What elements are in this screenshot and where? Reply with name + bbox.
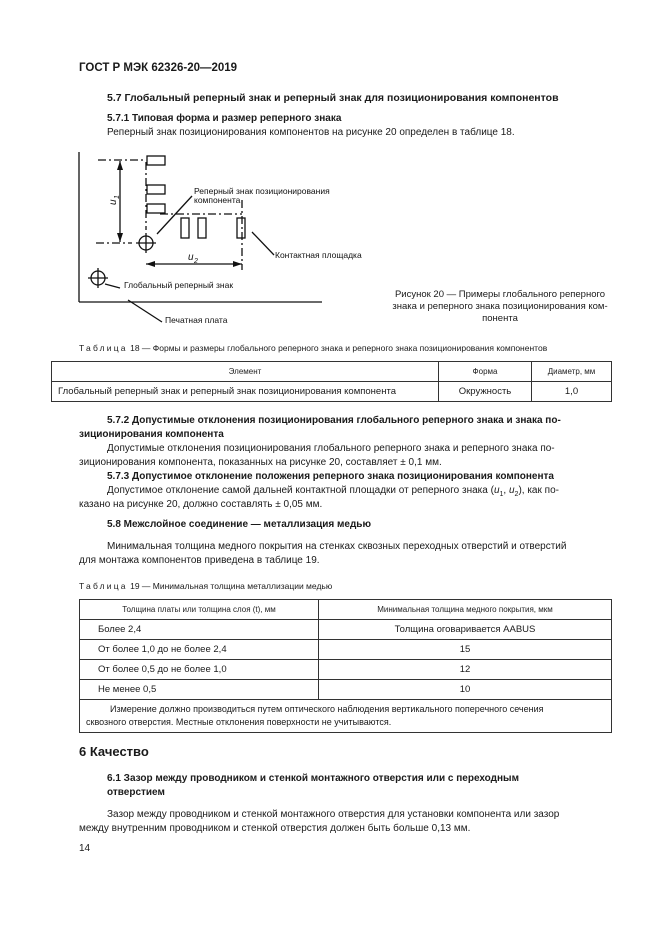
table-18 xyxy=(51,361,612,402)
label-u2: u xyxy=(188,252,194,263)
label-printed-board: Печатная плата xyxy=(165,315,228,325)
section-5-8-title: 5.8 Межслойное соединение — металлизация медью xyxy=(107,519,371,530)
table-note-row: Измерение должно производиться путем оптического наблюдения вертикального поперечного сечения сквозного отверстия. Местные отклонения поверхности не учитываются. xyxy=(80,700,612,733)
label-u2-sub: 2 xyxy=(194,258,198,265)
section-5-7-3-text-line1: Допустимое отклонение самой дальней контактной площадки от реперного знака ($u_1$, $u_2$), как по- xyxy=(107,485,559,498)
section-6-title: 6 Качество xyxy=(79,744,149,759)
table-row: Не менее 0,5 10 xyxy=(80,680,612,700)
table-18-caption: Таблица 18 — Формы и размеры глобального реперного знака и реперного знака позиционирования компонентов xyxy=(79,343,548,353)
section-5-7-1-title: 5.7.1 Типовая форма и размер реперного знака xyxy=(107,113,342,124)
label-u1-sub: 1 xyxy=(114,195,121,199)
table-header-row: Элемент Форма Диаметр, мм xyxy=(52,362,612,382)
table-row: От более 1,0 до не более 2,4 15 xyxy=(80,640,612,660)
section-5-7-3-title: 5.7.3 Допустимое отклонение положения реперного знака позиционирования компонента xyxy=(107,471,554,482)
section-6-1-title-line2: отверстием xyxy=(107,787,165,798)
table-row: Более 2,4 Толщина оговаривается AABUS xyxy=(80,620,612,640)
section-5-7-2-text-line2: зиционирования компонента, показанных на рисунке 20, составляет ± 0,1 мм. xyxy=(79,457,442,468)
table-19 xyxy=(79,599,612,733)
label-global-mark: Глобальный реперный знак xyxy=(124,280,234,290)
section-5-7-title: 5.7 Глобальный реперный знак и реперный знак для позиционирования компонентов xyxy=(107,92,559,104)
page-number: 14 xyxy=(79,843,91,854)
label-component-mark-line1: Реперный знак позиционирования xyxy=(194,186,330,196)
section-5-7-2-title-line2: зиционирования компонента xyxy=(79,429,224,440)
section-5-7-2-text-line1: Допустимые отклонения позиционирования глобального реперного знака и реперного знака по- xyxy=(107,443,555,454)
section-6-1-text-line1: Зазор между проводником и стенкой монтажного отверстия для установки компонента или зазор xyxy=(107,809,560,820)
document-id: ГОСТ Р МЭК 62326-20—2019 xyxy=(79,62,238,74)
label-contact-pad: Контактная площадка xyxy=(275,250,362,260)
label-component-mark-line2: компонента xyxy=(194,195,241,205)
table-row: От более 0,5 до не более 1,0 12 xyxy=(80,660,612,680)
table-19-caption: Таблица 19 — Минимальная толщина металлизации медью xyxy=(79,581,333,591)
label-u1: u xyxy=(108,199,119,205)
section-6-1-title-line1: 6.1 Зазор между проводником и стенкой монтажного отверстия или с переходным xyxy=(107,773,519,784)
section-5-8-text-line1: Минимальная толщина медного покрытия на стенках сквозных переходных отверстий и отверстий xyxy=(107,541,567,552)
section-5-7-1-text: Реперный знак позиционирования компонентов на рисунке 20 определен в таблице 18. xyxy=(107,127,515,138)
section-5-7-2-title-line1: 5.7.2 Допустимые отклонения позиционирования глобального реперного знака и знака по- xyxy=(107,415,561,426)
section-6-1-text-line2: между внутренним проводником и стенкой отверстия должен быть больше 0,13 мм. xyxy=(79,823,471,834)
table-header-row: Толщина платы или толщина слоя (t), мм Минимальная толщина медного покрытия, мкм xyxy=(80,600,612,620)
figure-20-caption: Рисунок 20 — Примеры глобального реперного знака и реперного знака позиционирования ком- понента xyxy=(392,289,608,324)
section-5-8-text-line2: для монтажа компонентов приведена в таблице 19. xyxy=(79,555,320,566)
section-5-7-3-text-line2: казано на рисунке 20, должно составлять ± 0,05 мм. xyxy=(79,499,323,510)
table-row: Глобальный реперный знак и реперный знак позиционирования компонента Окружность 1,0 xyxy=(52,382,612,402)
